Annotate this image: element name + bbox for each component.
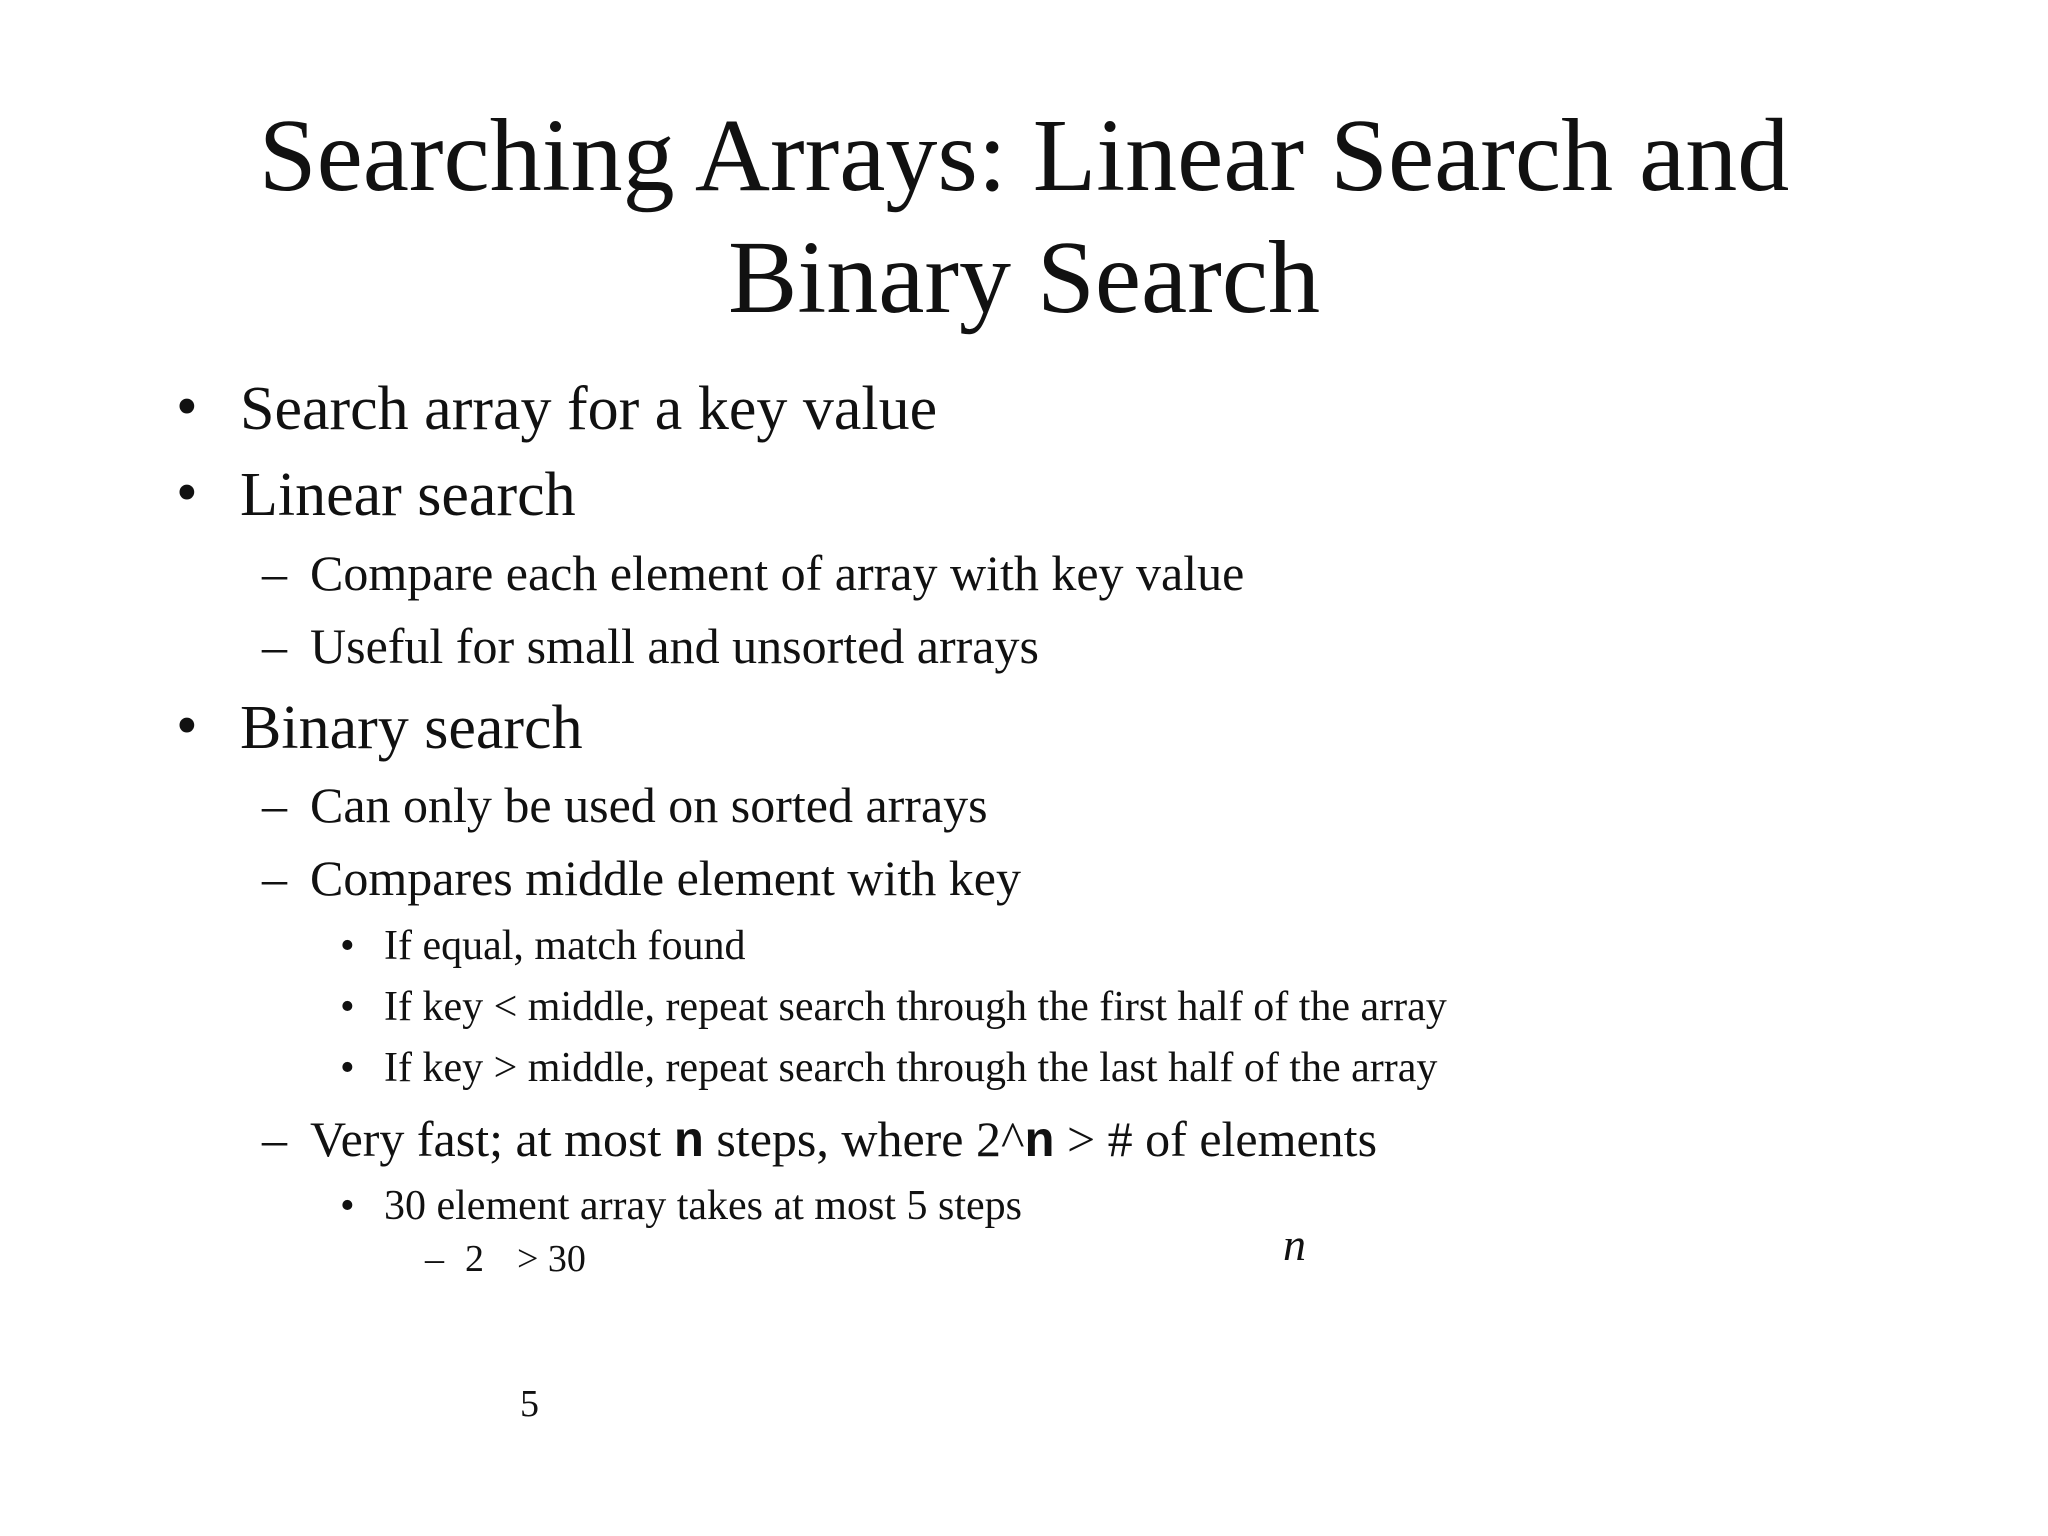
bullet-marker: •	[176, 459, 198, 527]
page-number: 5	[520, 1383, 539, 1425]
subbullet-text: Useful for small and unsorted arrays	[310, 618, 1039, 674]
slide-title	[0, 95, 2048, 339]
bullet-marker: •	[340, 923, 355, 969]
subbullet-text: Can only be used on sorted arrays	[310, 777, 988, 833]
slide-title-line-2: Binary Search	[727, 220, 1320, 335]
subsubbullet-text: If key > middle, repeat search through the last half of the array	[384, 1045, 1438, 1091]
subbullet-text	[310, 1111, 1378, 1172]
dash-marker: –	[262, 850, 287, 906]
subbullet-text: Compare each element of array with key value	[310, 545, 1245, 601]
bullet-marker: •	[176, 373, 198, 441]
subsubbullet-text: If key < middle, repeat search through the first half of the array	[384, 984, 1447, 1030]
very-fast-text-2: steps, where 2^	[703, 1111, 1025, 1167]
subsubbullet-text: If equal, match found	[384, 923, 746, 969]
subsubbullet-text: 30 element array takes at most 5 steps	[384, 1183, 1022, 1229]
dash-marker: –	[425, 1238, 444, 1280]
code-n-exponent: n	[1024, 1115, 1055, 1172]
very-fast-text-3: > # of elements	[1054, 1111, 1378, 1167]
bullet-marker: •	[340, 1045, 355, 1091]
bullet-text: Binary search	[240, 694, 583, 762]
level4-base: 2	[465, 1238, 484, 1280]
floating-n-superscript: n	[1283, 1219, 1306, 1270]
dash-marker: –	[262, 1111, 287, 1167]
slide-title-line-1: Searching Arrays: Linear Search and	[258, 98, 1790, 213]
level4-rest: > 30	[517, 1238, 586, 1280]
subbullet-text: Compares middle element with key	[310, 850, 1021, 906]
code-n: n	[673, 1115, 704, 1172]
bullet-marker: •	[176, 692, 198, 760]
very-fast-text-1: Very fast; at most	[310, 1111, 674, 1167]
dash-marker: –	[262, 618, 287, 674]
dash-marker: –	[262, 777, 287, 833]
bullet-text: Search array for a key value	[240, 375, 938, 443]
bullet-marker: •	[340, 1183, 355, 1229]
bullet-text: Linear search	[240, 461, 576, 529]
bullet-marker: •	[340, 984, 355, 1030]
dash-marker: –	[262, 545, 287, 601]
